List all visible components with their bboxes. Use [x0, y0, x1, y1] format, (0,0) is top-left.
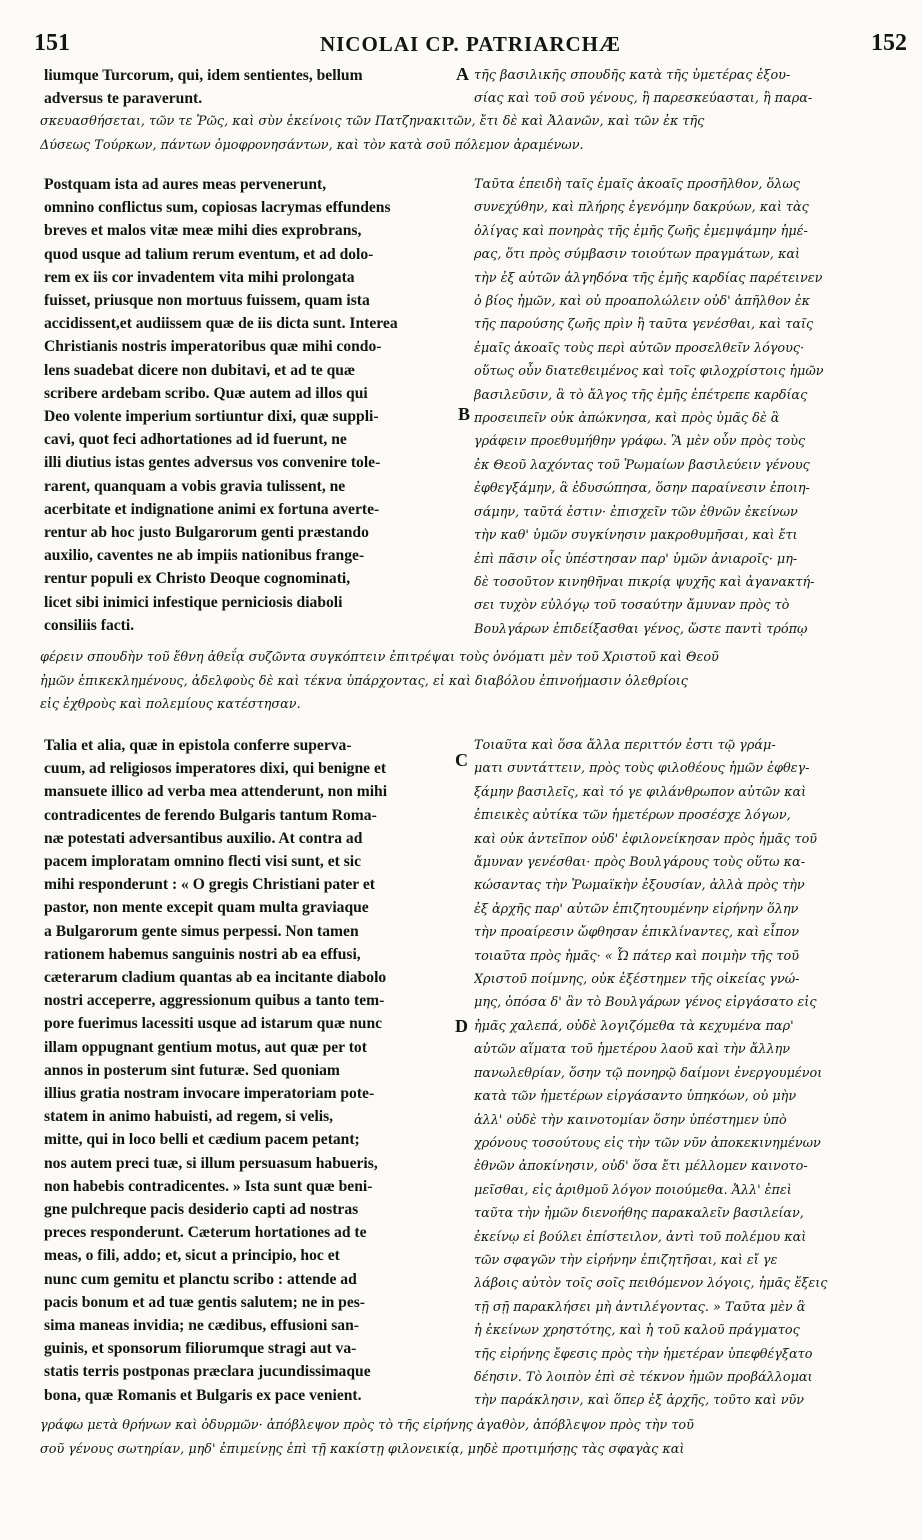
- latin-line: fuisset, priusque non mortuus fuissem, quam ista: [44, 292, 370, 310]
- greek-line: τῆς παρούσης ζωῆς πρὶν ἢ ταῦτα γενέσθαι, καὶ ταῖς: [474, 317, 814, 333]
- greek-line: σάμην, ταῦτά ἐστιν· ἐπισχεῖν τῶν ἐθνῶν ἐκείνων: [474, 504, 798, 520]
- latin-line: quod usque ad talium rerum eventum, et ad dolo-: [44, 245, 374, 263]
- latin-line: rentur populi ex Christo Deoque cognominati,: [44, 570, 351, 588]
- greek-line: ὀλίγας καὶ πονηρὰς τῆς ἐμῆς ζωῆς ἐμεμψάμην ἡμέ-: [474, 223, 808, 239]
- greek-line: ματι συντάττειν, πρὸς τοὺς φιλοθέους ἡμῶν ἐφθεγ-: [474, 761, 810, 777]
- greek-line: σει τυχὸν εὐλόγῳ τοῦ τοσαύτην ἄμυναν πρὸς τὸ: [474, 598, 790, 614]
- latin-line: sima maneas invidia; ne cædibus, effusioni san-: [44, 1317, 359, 1335]
- latin-line: rationem habemus sanguinis nostri ab ea effusi,: [44, 945, 361, 963]
- latin-line: acerbitate et indignatione animi ex fortuna averte-: [44, 500, 380, 518]
- greek-line: τὴν προαίρεσιν ὤφθησαν ἐπικλίναντες, καὶ εἶπον: [474, 925, 800, 941]
- latin-line: liumque Turcorum, qui, idem sentientes, bellum: [44, 67, 363, 84]
- latin-line: illam oppugnant gentium motus, aut quæ per tot: [44, 1038, 367, 1056]
- greek-line: χρόνους τοσούτους εἰς τὴν τῶν νῦν ἀποκεκινημένων: [474, 1135, 821, 1151]
- greek-line: προσειπεῖν οὐκ ἀπώκνησα, καὶ πρὸς ὑμᾶς δὲ ἃ: [474, 411, 780, 427]
- greek-line: τῇ σῇ παρακλήσει μὴ ἀντιλέγοντας. » Ταῦτα μὲν ἃ: [474, 1299, 806, 1315]
- latin-line: nostri acceperre, aggressionum quibus a tanto tem-: [44, 992, 385, 1010]
- latin-line: pacem imploratam omnino flecti visi sunt, et sic: [44, 853, 362, 871]
- page-number-right: 152: [871, 30, 907, 56]
- latin-column-middle: [44, 173, 456, 637]
- greek-line: Ταῦτα ἐπειδὴ ταῖς ἐμαῖς ἀκοαῖς προσῆλθον, ὅλως: [474, 177, 800, 192]
- latin-line: omnino conflictus sum, copiosas lacrymas effundens: [44, 199, 391, 217]
- latin-line: bona, quæ Romanis et Bulgaris ex pace venient.: [44, 1386, 362, 1404]
- greek-line: ρας, ὅτι πρὸς σύμβασιν τοιούτων πραγμάτων, καὶ: [474, 247, 800, 263]
- greek-wide-line: γράφω μετὰ θρήνων καὶ ὀδυρμῶν· ἀπόβλεψον πρὸς τὸ τῆς εἰρήνης ἀγαθὸν, ἀπόβλεψον πρὸς τὴν τοῦ: [40, 1418, 694, 1433]
- margin-letter-a: A: [456, 64, 469, 84]
- latin-line: accidissent,et audiissem quæ de iis dicta sunt. Interea: [44, 315, 398, 333]
- greek-line: ξάμην βασιλεῖς, καὶ τό γε φιλάνθρωπον αὐτῶν καὶ: [474, 784, 807, 800]
- greek-line: καὶ οὐκ ἀντεῖπον οὐδ' ἐφιλονείκησαν πρὸς ἡμᾶς τοῦ: [474, 831, 818, 847]
- greek-line: κώσαντας τὴν Ῥωμαϊκὴν ἐξουσίαν, ἀλλὰ πρὸς τὴν: [474, 878, 805, 894]
- greek-line: ὁ βίος ἡμῶν, καὶ οὐ προαπολώλειν οὐδ' ἀπῆλθον ἐκ: [474, 294, 811, 310]
- latin-line: illi diutius istas gentes adversus vos convenire tole-: [44, 454, 381, 472]
- greek-line: τῶν σφαγῶν τὴν εἰρήνην ἐπιζητῆσαι, καὶ εἴ γε: [474, 1252, 778, 1268]
- greek-line: Χριστοῦ ποίμνης, οὐκ ἐξέστημεν τῆς οἰκείας γνώ-: [474, 972, 800, 988]
- latin-line: Christianis nostris imperatoribus quæ mihi condo-: [44, 338, 382, 356]
- greek-line: λάβοις αὐτὸν τοῖς σοῖς πειθόμενον λόγοις, ἡμᾶς ἕξεις: [474, 1276, 828, 1292]
- greek-line: τὴν καθ' ὑμῶν συγκίνησιν μακροθυμῆσαι, καὶ ἔτι: [474, 528, 798, 544]
- latin-line: scribere ardebam scribo. Quæ autem ad illos qui: [44, 384, 368, 402]
- latin-line: non habebis contradicentes. » Ista sunt quæ beni-: [44, 1177, 373, 1195]
- latin-line: rarent, quanquam a vobis gravia tulissent, ne: [44, 477, 346, 495]
- latin-line: contradicentes de ferendo Bulgaris tantum Roma-: [44, 806, 377, 824]
- greek-column-middle: [474, 173, 914, 641]
- latin-line: statis terris postponas præclara jucundissimaque: [44, 1363, 371, 1381]
- latin-line: breves et malos vitæ meæ mihi dies exprobrans,: [44, 222, 362, 240]
- latin-line: cavi, quot feci adhortationes ad id fuerunt, ne: [44, 431, 347, 449]
- latin-line: pastor, non mente excepit quam multa graviaque: [44, 899, 369, 917]
- margin-letter-c: C: [455, 750, 468, 770]
- greek-line: κατὰ τῶν ἡμετέρων εἰργάσαντο ὑπηκόων, οὐ μὴν: [474, 1089, 797, 1105]
- latin-line: guinis, et sponsorum filiorumque stragi aut va-: [44, 1340, 357, 1358]
- greek-full-width-bottom: [40, 1414, 914, 1461]
- margin-letter-b: B: [458, 404, 471, 424]
- latin-line: næ potestati adversantibus auxilio. At contra ad: [44, 829, 363, 847]
- greek-line: μης, ὁπόσα δ' ἂν τὸ Βουλγάρων γένος εἰργάσατο εἰς: [474, 995, 817, 1011]
- latin-line: cuum, ad religiosos imperatores dixi, qui benigne et: [44, 760, 387, 778]
- greek-line: τὴν παράκλησιν, καὶ ὅπερ ἐξ ἀρχῆς, τοῦτο καὶ νῦν: [474, 1393, 805, 1409]
- running-header: [34, 30, 907, 58]
- greek-line: ἐκ Θεοῦ λαχόντας τοῦ Ῥωμαίων βασιλεύειν γένους: [474, 457, 810, 473]
- latin-line: nunc cum gemitu et planctu scribo : attende ad: [44, 1270, 357, 1288]
- latin-line: consiliis facti.: [44, 616, 135, 634]
- greek-line: ἀλλ' οὐδὲ τὴν καινοτομίαν ὅσην ὑπέστημεν ὑπὸ: [474, 1112, 787, 1128]
- page-number-left: 151: [34, 30, 70, 56]
- greek-line: δὲ τοσοῦτον κινηθῆναι πικρίᾳ ψυχῆς καὶ ἀγανακτή-: [474, 574, 815, 590]
- greek-line: ἐπὶ πᾶσιν οἷς ὑπέστησαν παρ' ὑμῶν ἀνιαροῖς· μη-: [474, 551, 798, 567]
- greek-wide-line: εἰς ἐχθροὺς καὶ πολεμίους κατέστησαν.: [40, 697, 301, 712]
- greek-line: σίας καὶ τοῦ σοῦ γένους, ἢ παρεσκεύασται, ἢ παρα-: [474, 91, 813, 107]
- greek-line: αὐτῶν αἵματα τοῦ ἡμετέρου λαοῦ καὶ τὴν ἄλλην: [474, 1042, 791, 1058]
- greek-line: συνεχύθην, καὶ πλήρης ἐγενόμην δακρύων, καὶ τὰς: [474, 200, 809, 216]
- greek-line: ἐξ ἀρχῆς παρ' αὐτῶν ἐπιζητουμένην εἰρήνην ὅλην: [474, 901, 799, 917]
- latin-line: adversus te paraverunt.: [44, 90, 203, 108]
- greek-full-width-middle: [40, 646, 914, 717]
- greek-line: ἡ ἐκείνων χρηστότης, καὶ ἡ τοῦ καλοῦ πράγματος: [474, 1323, 800, 1339]
- greek-column-top: [474, 64, 914, 111]
- latin-line: a Bulgarorum gente simus perpessi. Non tamen: [44, 922, 359, 940]
- greek-line: τὴν ἐξ αὐτῶν ἀλγηδόνα τῆς ἐμῆς καρδίας παρέτεινεν: [474, 270, 823, 286]
- latin-line: illius gratia nostram invocare imperatoriam pote-: [44, 1085, 375, 1103]
- latin-line: lens suadebat dicere non dubitavi, et ad te quæ: [44, 361, 356, 379]
- latin-line: nos autem preci tuæ, si illum persuasum habueris,: [44, 1154, 378, 1172]
- latin-column-top: [44, 64, 456, 110]
- latin-line: Postquam ista ad aures meas pervenerunt,: [44, 176, 327, 193]
- latin-line: meas, o fili, addo; et, sicut a principio, hoc et: [44, 1247, 340, 1265]
- greek-line: μεῖσθαι, εἰς ἀριθμοῦ λόγον ποιούμεθα. Ἀλλ' ἐπεὶ: [474, 1182, 792, 1198]
- latin-line: statem in animo habuisti, ad regem, si velis,: [44, 1108, 334, 1126]
- latin-line: rentur ab hoc justo Bulgarorum genti præstando: [44, 524, 369, 542]
- greek-line: οὕτως οὖν διατεθειμένος καὶ τοῖς φιλοχρίστοις ἡμῶν: [474, 364, 824, 380]
- latin-line: rem ex iis cor invadentem vita mihi prolongata: [44, 268, 355, 286]
- greek-line: γράφειν προεθυμήθην γράφω. Ἃ μὲν οὖν πρὸς τοὺς: [474, 434, 806, 450]
- greek-wide-line: φέρειν σπουδὴν τοῦ ἔθνη ἀθεΐᾳ συζῶντα συγκόπτειν ἐπιτρέψαι τοὺς ὀνόματι μὲν τοῦ Χριστοῦ καὶ Θεοῦ: [40, 650, 719, 665]
- latin-line: pore fuerimus lacessiti usque ad istarum quæ nunc: [44, 1015, 383, 1033]
- greek-line: δέησιν. Τὸ λοιπὸν ἐπὶ σὲ τέκνον ἡμῶν προβάλλομαι: [474, 1369, 813, 1385]
- latin-line: Deo volente imperium sortiuntur dixi, quæ suppli-: [44, 408, 379, 426]
- greek-full-width-top: [40, 110, 914, 157]
- greek-line: ἄμυναν γενέσθαι· πρὸς Βουλγάρους τοὺς οὕτω κα-: [474, 855, 806, 871]
- greek-line: ἐθνῶν ἀποκίνησιν, οὐδ' ὅσα ἔτι μέλλομεν καινοτο-: [474, 1159, 808, 1175]
- latin-line: pacis bonum et ad tuæ gentis salutem; ne in pes-: [44, 1293, 365, 1311]
- greek-line: ἐμαῖς ἀκοαῖς τοὺς περὶ αὐτῶν προσελθεῖν λόγους·: [474, 340, 805, 356]
- latin-line: gne pulchreque pacis desiderio capti ad nostras: [44, 1201, 359, 1219]
- greek-wide-line: σκευασθήσεται, τῶν τε Ῥῶς, καὶ σὺν ἐκείνοις τῶν Πατζηνακιτῶν, ἔτι δὲ καὶ Ἀλανῶν, καὶ τῶν ἐκ τῆς: [40, 114, 705, 129]
- greek-line: τῆς βασιλικῆς σπουδῆς κατὰ τῆς ὑμετέρας ἐξου-: [474, 68, 791, 83]
- greek-line: πανωλεθρίαν, ὅσην τῷ πονηρῷ δαίμονι ἐνεργουμένοι: [474, 1065, 823, 1081]
- greek-line: ταῦτα τὴν ἡμῶν διενοήθης παρακαλεῖν βασιλείαν,: [474, 1206, 804, 1222]
- greek-line: βασιλεῦσιν, ἃ τὸ ἄλγος τῆς ἐμῆς ἐπέτρεπε καρδίας: [474, 387, 808, 403]
- greek-wide-line: σοῦ γένους σωτηρίαν, μηδ' ἐπιμείνῃς ἐπὶ τῇ κακίστῃ φιλονεικίᾳ, μηδὲ προτιμήσῃς τὰς σφαγὰς καὶ: [40, 1441, 685, 1457]
- greek-line: Τοιαῦτα καὶ ὅσα ἄλλα περιττόν ἐστι τῷ γράμ-: [474, 738, 776, 753]
- greek-line: τῆς εἰρήνης ἔφεσις πρὸς τὴν ἡμετέραν ὑπεφθέγξατο: [474, 1346, 813, 1362]
- greek-wide-line: Δύσεως Τούρκων, πάντων ὁμοφρονησάντων, καὶ τὸν κατὰ σοῦ πόλεμον ἀραμένων.: [40, 137, 584, 153]
- greek-line: τοιαῦτα πρὸς ἡμᾶς· « Ὦ πάτερ καὶ ποιμὴν τῆς τοῦ: [474, 948, 799, 964]
- latin-line: cæterarum cladium quantas ab ea incitante diabolo: [44, 969, 387, 987]
- greek-line: ἡμᾶς χαλεπά, οὐδὲ λογιζόμεθα τὰ κεχυμένα παρ': [474, 1018, 794, 1034]
- greek-line: ἐφθεγξάμην, ἃ ἐδυσώπησα, ὅσην παραίνεσιν ἐποιη-: [474, 481, 810, 497]
- latin-line: preces responderunt. Cæterum hortationes ad te: [44, 1224, 367, 1242]
- running-title: NICOLAI CP. PATRIARCHÆ: [319, 32, 622, 56]
- latin-line: Talia et alia, quæ in epistola conferre superva-: [44, 737, 352, 754]
- greek-column-bottom: [474, 734, 914, 1413]
- latin-line: annos in posterum sint futuræ. Sed quoniam: [44, 1061, 340, 1079]
- greek-line: ἐπιεικὲς αὐτίκα τῶν ἡμετέρων προσέσχε λόγων,: [474, 808, 791, 824]
- greek-line: Βουλγάρων ἐπιδείξασθαι γένος, ὥστε παντὶ τρόπῳ: [474, 621, 808, 637]
- greek-line: ἐκείνῳ εἰ βούλει ἐπίστειλον, ἀντὶ τοῦ πολέμου καὶ: [474, 1229, 807, 1245]
- greek-wide-line: ἡμῶν ἐπικεκλημένους, ἀδελφοὺς δὲ καὶ τέκνα ὑπάρχοντας, εἰ καὶ διαβόλου ἐπινοήμασιν ὀλεθρίοις: [40, 673, 688, 689]
- latin-line: licet sibi inimici infestique perniciosis diaboli: [44, 593, 343, 611]
- latin-line: auxilio, caventes ne ab impiis nationibus frange-: [44, 547, 365, 565]
- latin-line: mansuete illico ad verba mea attenderunt, non mihi: [44, 783, 388, 801]
- latin-line: mihi responderunt : « O gregis Christiani pater et: [44, 876, 375, 894]
- margin-letter-d: D: [455, 1016, 468, 1036]
- latin-column-bottom: [44, 734, 456, 1407]
- latin-line: mitte, qui in loco belli et cædium pacem petant;: [44, 1131, 360, 1149]
